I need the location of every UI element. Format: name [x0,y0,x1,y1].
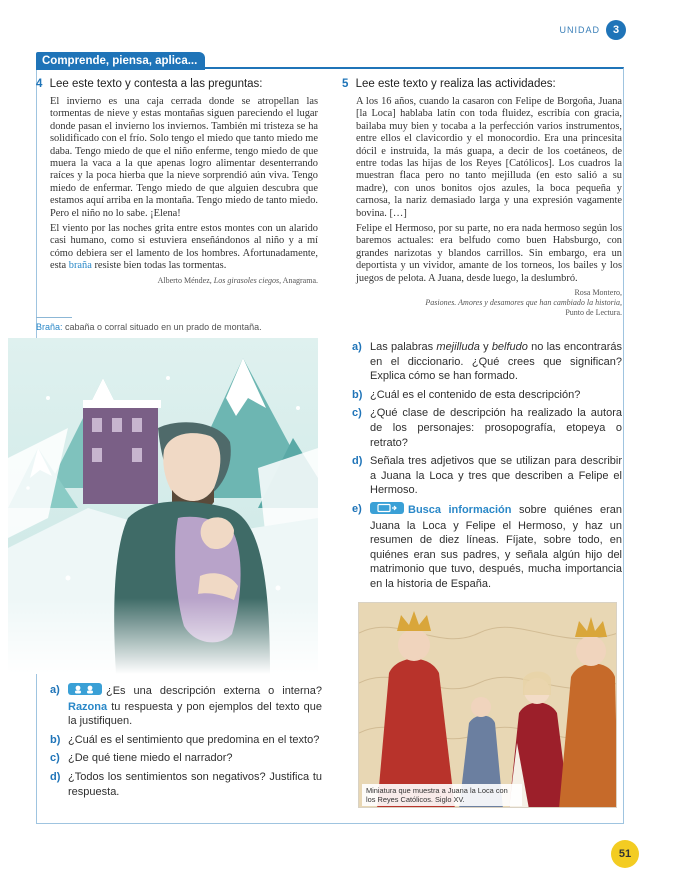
source-5-book-title: Pasiones. Amores y desamores que han cambiado la historia, [425,298,622,308]
reading-paragraph-2: El viento por las noches grita entre estos montes con un alarido casi humano, como si estuviera enseñándonos al niño y a mí cómo debiera ser el lamento de los hombres. Afortunadamente, esta braña resiste bien todas las tormentas. [50,223,318,272]
question-4b: b) ¿Cuál es el sentimiento que predomina en el texto? [50,733,320,746]
question-5c: c) ¿Qué clase de descripción ha realizado la autora de los personajes: prosopografía, etopeya o retrato? [352,407,622,449]
snowy-mountain-illustration [8,338,318,674]
exercise-5-reading [342,96,622,318]
reading-5-paragraph-2: Felipe el Hermoso, por su parte, no era nada hermoso según los baremos actuales: era belfudo como buen Habsburgo, con grandes narizotas y blandos carrillos. Sin embargo, era un deportista y un vividor, amante de los torneos, los bailes y los juegos de pelota. A Juana, desde luego, la deslumbró. [356,223,622,284]
exercise-5-number: 5 [342,78,349,90]
exercise-4-questions [50,683,322,803]
page-number: 51 [611,840,639,868]
reading-paragraph-1: El invierno es una caja cerrada donde se atropellan las tormentas de nieve y estas montañas siguen pareciendo el lugar donde pasan el invierno los inviernos. También mi tristeza se ha solidificado con el frío. Solo tengo el miedo que tanto miedo me daba. Tengo miedo de que el niño enferme, tengo miedo de que muera la vaca a la que apenas logro alimentar desenterrando raíces y la poca hierba que la nieve sorprendió aún viva. Tengo miedo de enfermar. Tengo miedo de que alguien descubra que estamos aquí arriba en la montaña. Tengo miedo de tanto miedo. Pero el niño no lo sabe. ¡Elena! [50,96,319,219]
medieval-miniature-image [358,602,617,808]
question-5e: e) Busca información sobre quiénes eran Juana la Loca y Felipe el Hermoso, y haz un resumen de diez líneas. Fíjate, sobre todo, en quiénes eran sus padres, y señala algún hijo del matrimonio que tuvo, después, mucha importancia en la historia de España. [352,502,623,590]
reading-source: Alberto Méndez, Los girasoles ciegos, Anagrama. [157,275,318,285]
illustration-art [8,338,318,674]
exercise-5-title [342,78,622,90]
glossed-word: braña [68,260,92,272]
question-5a: a) Las palabras mejilluda y belfudo no las encontrarás en el diccionario. ¿Qué crees que significan? Explica cómo se han formado. [352,341,622,383]
section-title: Comprende, piensa, aplica... [36,52,205,70]
exercise-4 [36,78,318,286]
exercise-5 [342,78,622,318]
internet-search-icon [370,502,404,519]
unit-header [559,20,626,40]
exercise-4-instruction: Lee este texto y contesta a las preguntas: [49,78,263,90]
gloss-divider [36,317,72,318]
question-5b: b) ¿Cuál es el contenido de esta descripción? [352,388,581,401]
gloss-note: Braña: cabaña o corral situado en un prado de montaña. [36,322,262,332]
question-5d: d) Señala tres adjetivos que se utilizan para describir a Juana la Loca y tres que describen a Felipe el Hermoso. [352,455,622,497]
image-caption: Miniatura que muestra a Juana la Loca con los Reyes Católicos. Siglo XV. [362,784,522,806]
exercise-4-reading [36,96,318,286]
question-4a: a) ¿Es una descripción externa o interna? Razona tu respuesta y pon ejemplos del texto que la justifiquen. [50,684,322,728]
reading-5-paragraph-1: A los 16 años, cuando la casaron con Felipe de Borgoña, Juana [la Loca] hablaba latín con toda fluidez, escribía con gracia, bailaba muy bien y tocaba a la perfección varios instrumentos, entre ellos el clavicordio y el monocordio. Era una princesita dócil e instruida, la más guapa, a decir de los coetáneos, de entre todas las hijas de los Reyes [Católicos]. Los cuadros la muestran flaca pero no tanto mejilluda (en esto salió a su madre), con unos bonitos ojos azules, la boca pequeña y carnosa, la nariz demasiado larga y una expresión vagamente bovina. […] [356,96,622,219]
exercise-4-number: 4 [36,78,43,90]
miniature-art [359,603,617,808]
pair-work-icon [68,683,102,700]
source-book-title: Los girasoles ciegos [213,275,280,285]
unit-label: UNIDAD [559,25,600,35]
exercise-4-title [36,78,318,90]
exercise-5-instruction: Lee este texto y realiza las actividades: [355,78,556,90]
question-4d: d) ¿Todos los sentimientos son negativos? Justifica tu respuesta. [50,770,322,798]
reading-5-source: Rosa Montero, Pasiones. Amores y desamores que han cambiado la historia, Punto de Lectura. [425,288,622,318]
unit-number-badge: 3 [606,20,626,40]
exercise-5-questions [352,340,622,596]
question-4c: c) ¿De qué tiene miedo el narrador? [50,752,233,765]
